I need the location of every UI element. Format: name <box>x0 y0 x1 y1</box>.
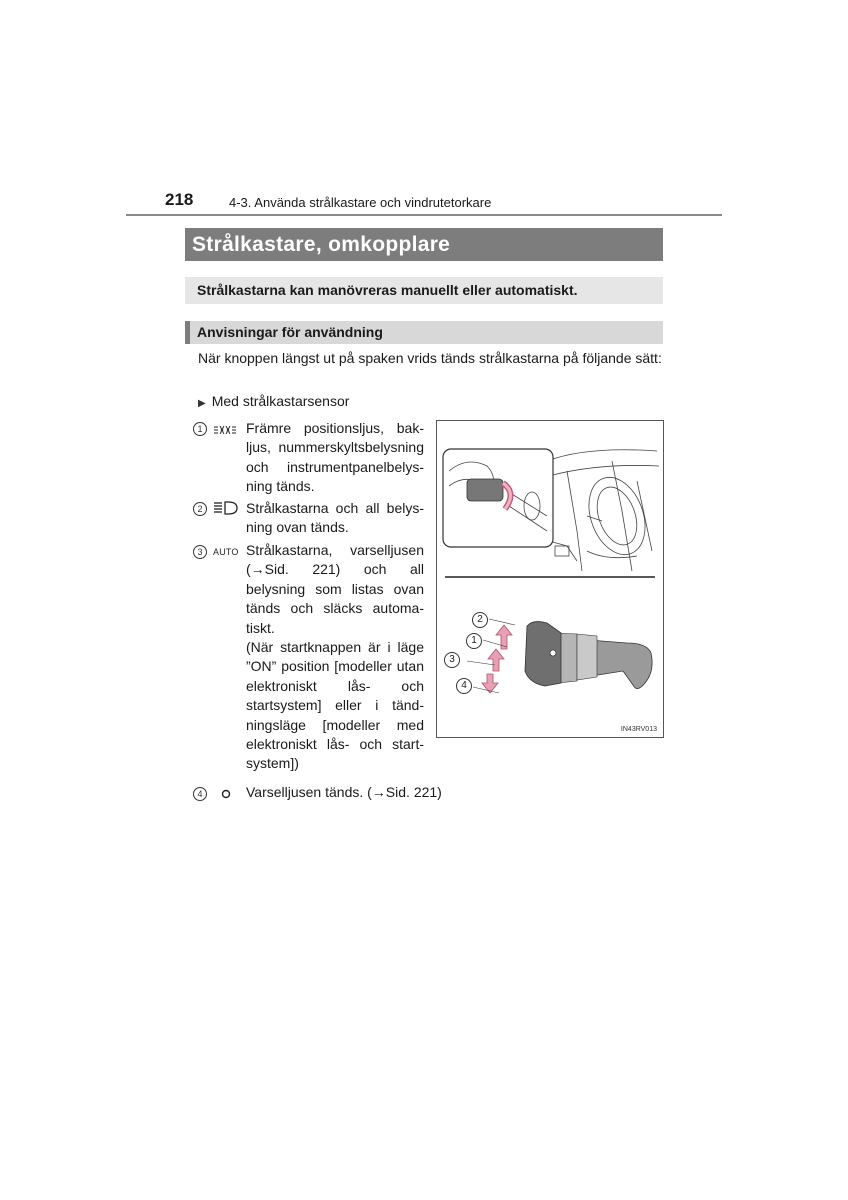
auto-icon: AUTO <box>213 547 239 557</box>
item-number-4: 4 <box>193 787 207 801</box>
item-number-1: 1 <box>193 422 207 436</box>
figure-callout-4: 4 <box>456 678 472 694</box>
condition-label: ▶ Med strålkastarsensor <box>198 393 350 409</box>
chapter-title: 4-3. Använda strålkastare och vindrutetorkare <box>229 195 492 210</box>
item-number-2: 2 <box>193 502 207 516</box>
sub-heading: Anvisningar för användning <box>185 321 663 344</box>
dashboard-sketch <box>547 450 659 571</box>
figure-callout-1: 1 <box>466 633 482 649</box>
figure-code: IN43RV013 <box>620 726 657 733</box>
section-title: Strålkastare, omkopplare <box>185 228 663 261</box>
inset-lever-knob <box>467 479 503 501</box>
lever-stalk <box>525 622 652 689</box>
intro-summary: Strålkastarna kan manövreras manuellt eller automatiskt. <box>185 277 663 304</box>
figure-callout-2: 2 <box>472 612 488 628</box>
lever-illustration <box>436 420 664 738</box>
item-text-1: Främre positionsljus, bak-ljus, nummerskyltsbelysning och instrumentpanelbelys-ning tänds. <box>246 420 424 495</box>
item-text-3: Strålkastarna, varselljusen (→Sid. 221) och all belysning som listas ovan tänds och släcks automa-tiskt. (När startknappen är i läge ”ON” position [modeller utan elektroniskt lås- och startsystem] eller i tänd-ningsläge [modeller med elektroniskt lås- och start-system]) <box>246 542 424 772</box>
item-number-3: 3 <box>193 545 207 559</box>
headlight-icon <box>213 501 239 515</box>
figure-callout-3: 3 <box>444 652 460 668</box>
direction-arrows <box>482 625 512 693</box>
page-number: 218 <box>165 190 194 209</box>
off-icon <box>220 788 232 800</box>
triangle-bullet-icon: ▶ <box>198 398 206 409</box>
item-text-2: Strålkastarna och all belys-ning ovan tänds. <box>246 500 424 536</box>
item-text-4: Varselljusen tänds. (→Sid. 221) <box>246 784 442 800</box>
lever-illustration-drawing <box>437 421 665 739</box>
intro-text: När knoppen längst ut på spaken vrids tänds strålkastarna på följande sätt: <box>198 350 662 366</box>
parking-light-icon <box>213 424 237 436</box>
header-divider <box>126 214 722 216</box>
